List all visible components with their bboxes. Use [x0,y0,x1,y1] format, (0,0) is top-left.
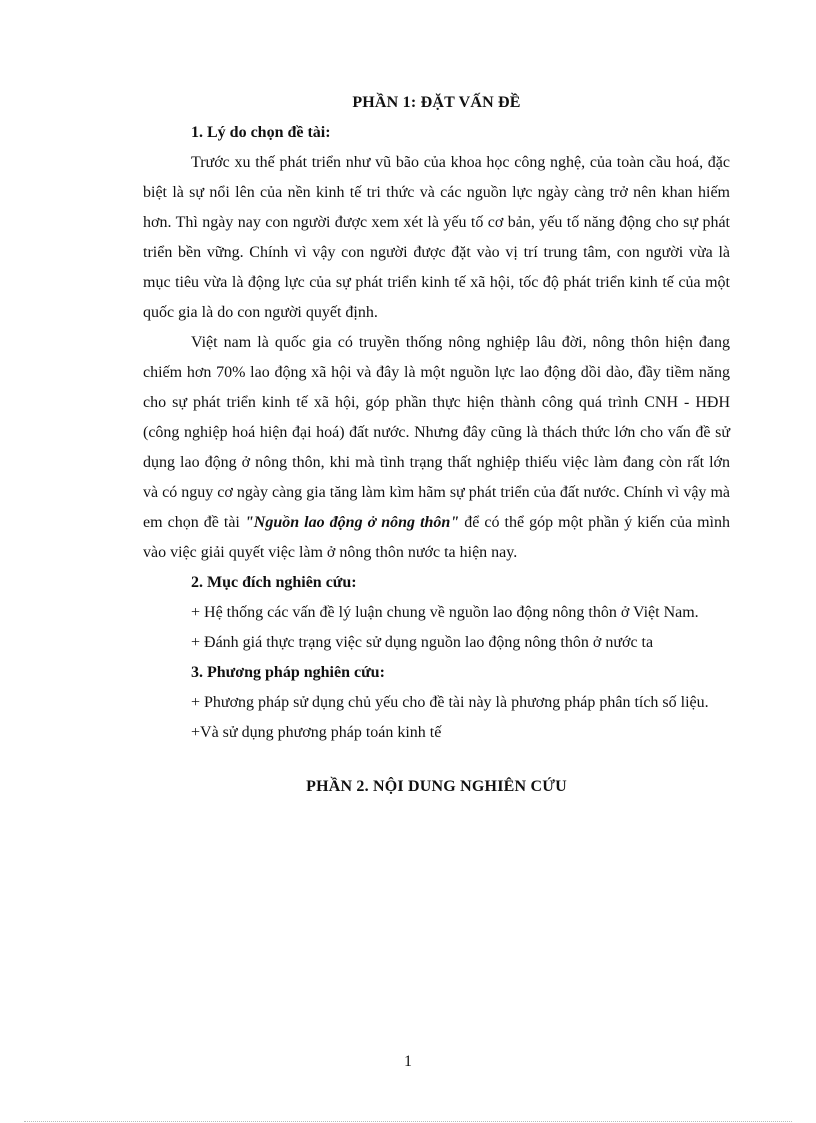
topic-title: "Nguồn lao động ở nông thôn" [244,514,460,531]
section3-item-1: + Phương pháp sử dụng chủ yếu cho đề tài này là phương pháp phân tích số liệu. [191,694,709,711]
section1-heading: 1. Lý do chọn đề tài: [191,124,331,141]
part1-title: PHẦN 1: ĐẶT VẤN ĐỀ [352,94,521,111]
section3-heading: 3. Phương pháp nghiên cứu: [191,664,385,681]
paragraph-text: Việt nam là quốc gia có truyền thống nông nghiệp lâu đời, nông thôn hiện đang chiếm hơn 70% lao động xã hội và đây là một nguồn lực lao động dồi dào, đầy tiềm năng cho sự phát triển kinh tế xã hội, góp phần thực hiện thành công quá trình CNH - HĐH (công nghiệp hoá hiện đại hoá) đất nước. Nhưng đây cũng là thách thức lớn cho vấn đề sử dụng lao động ở nông thôn, khi mà tình trạng thất nghiệp thiếu việc làm đang còn rất lớn và có nguy cơ ngày càng gia tăng làm kìm hãm sự phát triển của đất nước. Chính vì vậy mà em chọn đề tài [143,334,730,531]
page-number: 1 [404,1053,412,1070]
part2-title: PHẦN 2. NỘI DUNG NGHIÊN CỨU [306,778,567,795]
section2-heading: 2. Mục đích nghiên cứu: [191,574,357,591]
section1-paragraph-2 [143,328,730,568]
section1-paragraph-1: Trước xu thế phát triển như vũ bão của khoa học công nghệ, của toàn cầu hoá, đặc biệt là sự nổi lên của nền kinh tế tri thức và các nguồn lực ngày càng trở nên khan hiếm hơn. Thì ngày nay con người được xem xét là yếu tố cơ bản, yếu tố năng động cho sự phát triển bền vững. Chính vì vậy con người được đặt vào vị trí trung tâm, con người vừa là mục tiêu vừa là động lực của sự phát triển kinh tế xã hội, tốc độ phát triển kinh tế của một quốc gia là do con người quyết định. [143,154,730,321]
section3-item-2: +Và sử dụng phương pháp toán kinh tế [191,724,442,741]
paragraph-text: để có thể góp một phần ý kiến của mình vào việc giải quyết việc làm ở nông thôn nước ta hiện nay. [143,514,730,561]
section2-item-1: + Hệ thống các vấn đề lý luận chung về nguồn lao động nông thôn ở Việt Nam. [191,604,699,621]
section2-item-2: + Đánh giá thực trạng việc sử dụng nguồn lao động nông thôn ở nước ta [191,634,654,651]
spacer [143,748,730,772]
document-page [143,88,730,802]
page-boundary-divider [24,1121,792,1122]
